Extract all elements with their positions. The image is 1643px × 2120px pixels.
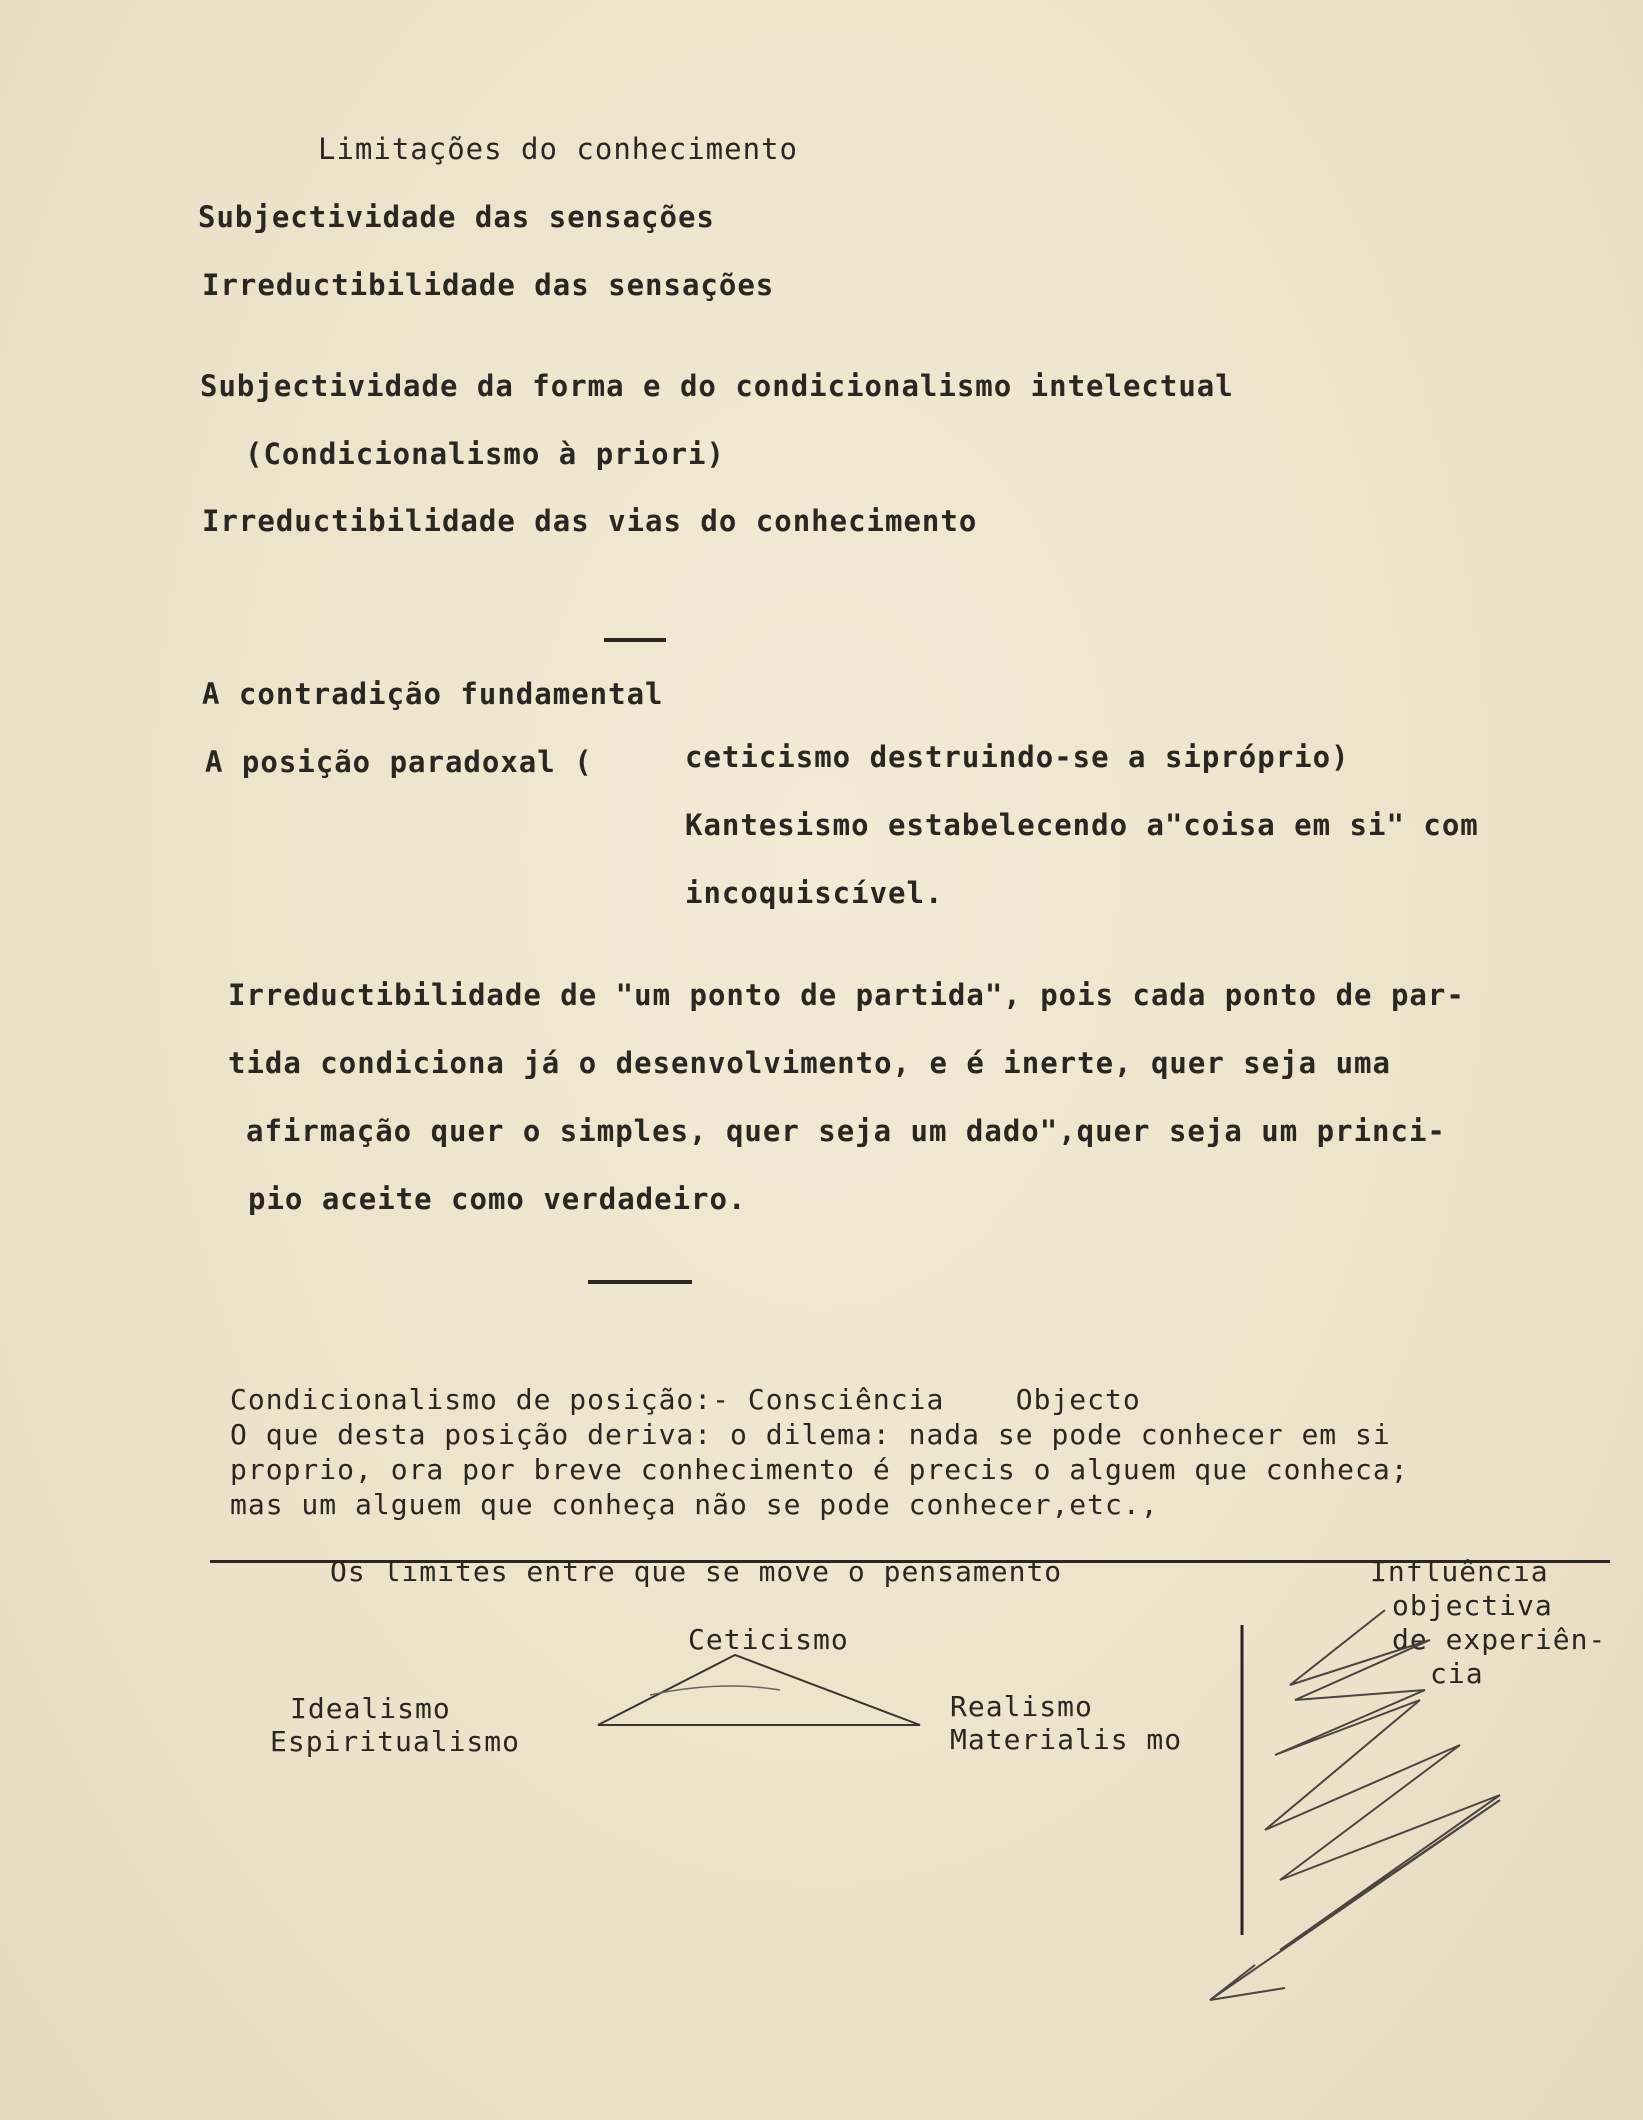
position-line-1: Condicionalismo de posição:- Consciência Objecto	[230, 1383, 1141, 1416]
arrowhead	[1210, 1965, 1285, 2000]
line-paradoxical-left: A posição paradoxal (	[205, 745, 593, 779]
item-irreducibility-ways: Irreductibilidade das vias do conhecimento	[202, 504, 978, 538]
side-note-line-3: de experiên-	[1392, 1623, 1607, 1656]
diagram-label-idealismo: Idealismo	[290, 1692, 451, 1725]
side-note-line-2: objectiva	[1392, 1589, 1553, 1622]
line-contradiction: A contradição fundamental	[202, 677, 664, 711]
diagram-label-espiritualismo: Espiritualismo	[270, 1725, 521, 1758]
zigzag-arrow	[1210, 1610, 1500, 2000]
side-note-line-4: cia	[1430, 1657, 1484, 1690]
item-subjectivity-form: Subjectividade da forma e do condicionalismo intelectual	[200, 369, 1234, 403]
position-line-2: O que desta posição deriva: o dilema: nada se pode conhecer em si	[230, 1418, 1391, 1451]
diagram-label-materialismo: Materialis mo	[950, 1723, 1183, 1756]
diagram-label-ceticismo: Ceticismo	[688, 1623, 849, 1656]
triangle-shape	[598, 1655, 920, 1725]
item-subjectivity-sensations: Subjectividade das sensações	[198, 200, 715, 234]
side-note-line-1: Influência	[1370, 1555, 1549, 1588]
item-irreducibility-sensations: Irreductibilidade das sensações	[202, 268, 775, 302]
para-starting-point-4: pio aceite como verdadeiro.	[248, 1182, 747, 1216]
para-starting-point-2: tida condiciona já o desenvolvimento, e é inerte, quer seja uma	[228, 1046, 1391, 1080]
diagram-heading: Os limites entre que se move o pensamento	[330, 1555, 1063, 1588]
position-line-4: mas um alguem que conheça não se pode conhecer,etc.,	[230, 1488, 1159, 1521]
para-starting-point-3: afirmação quer o simples, quer seja um dado",quer seja um princi-	[246, 1114, 1446, 1148]
item-conditionalism-a-priori: (Condicionalismo à priori)	[245, 437, 725, 471]
diagram-label-realismo: Realismo	[950, 1690, 1093, 1723]
position-line-3: proprio, ora por breve conhecimento é precis o alguem que conheca;	[230, 1453, 1409, 1486]
para-starting-point-1: Irreductibilidade de "um ponto de partida", pois cada ponto de par-	[228, 978, 1465, 1012]
line-kantism: Kantesismo estabelecendo a"coisa em si" com	[685, 808, 1479, 842]
line-incognoscible: incoquiscível.	[685, 876, 944, 910]
heading-limitations: Limitações do conhecimento	[318, 132, 798, 166]
line-paradoxical-right: ceticismo destruindo-se a sipróprio)	[685, 740, 1350, 774]
